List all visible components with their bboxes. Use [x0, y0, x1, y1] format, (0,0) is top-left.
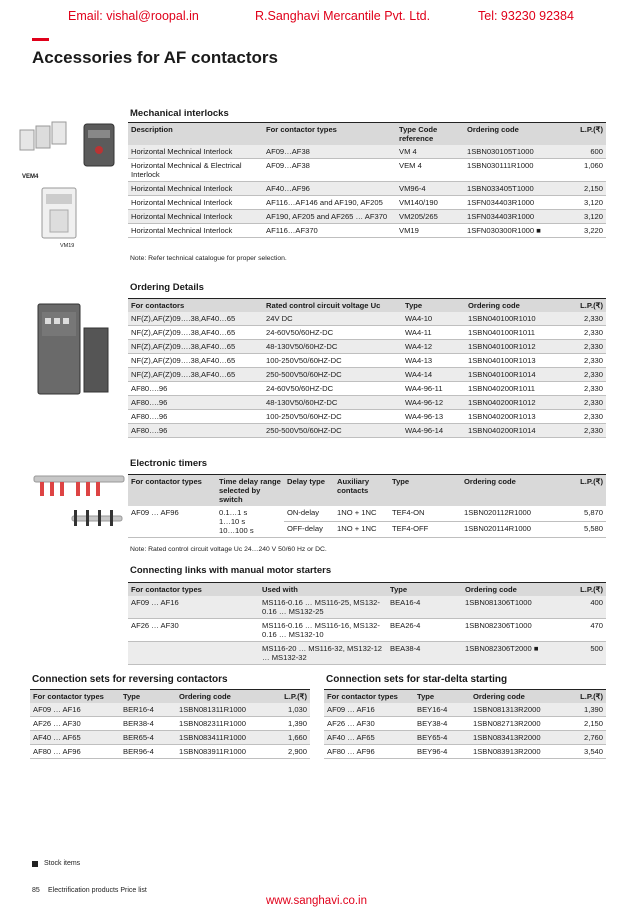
table-row — [128, 340, 606, 354]
table-cell: AF26 … AF30 — [30, 717, 120, 731]
header-company: R.Sanghavi Mercantile Pvt. Ltd. — [255, 9, 431, 23]
table-cell: 600 — [550, 145, 606, 159]
table-cell: 2,760 — [562, 731, 606, 745]
section-title-reversing: Connection sets for reversing contactors — [32, 674, 228, 685]
column-header: L.P.(₹) — [266, 690, 310, 704]
table-cell: 0.1…1 s 1…10 s 10…100 s — [216, 506, 284, 538]
table-cell: 1SBN040200R1013 — [465, 410, 551, 424]
table-cell: 250-500V50/60HZ-DC — [263, 368, 402, 382]
column-header: Auxiliary contacts — [334, 475, 389, 507]
table-cell: 1SBN083913R2000 — [470, 745, 562, 759]
table-row — [128, 354, 606, 368]
table-cell: OFF-delay — [284, 521, 334, 537]
table-cell: 1SBN040100R1012 — [465, 340, 551, 354]
table-cell: 1SBN040200R1011 — [465, 382, 551, 396]
table-cell: AF40 … AF65 — [30, 731, 120, 745]
table-cell: 1,030 — [266, 703, 310, 717]
section-title-links: Connecting links with manual motor starters — [130, 565, 332, 576]
table-cell: BEA26-4 — [387, 619, 462, 642]
table-cell: WA4-10 — [402, 312, 465, 326]
column-header: Ordering code — [461, 475, 556, 507]
column-header: Time delay range selected by switch — [216, 475, 284, 507]
table-cell: BEY96-4 — [414, 745, 470, 759]
table-cell: 1SBN020112R1000 — [461, 506, 556, 521]
column-header: Description — [128, 123, 263, 146]
section-title-mechanical: Mechanical interlocks — [130, 108, 229, 119]
table-row — [324, 717, 606, 731]
column-header: For contactor types — [128, 475, 216, 507]
column-header: For contactors — [128, 299, 263, 313]
website-link[interactable]: www.sanghavi.co.in — [266, 895, 367, 907]
table-row — [128, 596, 606, 619]
table-cell: VM96-4 — [396, 182, 464, 196]
table-cell: 1SBN081306T1000 — [462, 596, 557, 619]
table-row — [128, 368, 606, 382]
table-cell: AF80 … AF96 — [324, 745, 414, 759]
table-cell: AF09 … AF16 — [30, 703, 120, 717]
column-header: Type — [387, 583, 462, 597]
column-header: Delay type — [284, 475, 334, 507]
section-title-ordering: Ordering Details — [130, 282, 204, 293]
table-cell: 3,120 — [550, 210, 606, 224]
column-header: Type — [414, 690, 470, 704]
table-cell: 1,390 — [266, 717, 310, 731]
table-cell: AF190, AF205 and AF265 … AF370 — [263, 210, 396, 224]
table-cell: VM 4 — [396, 145, 464, 159]
table-cell: 2,330 — [551, 326, 606, 340]
vm19-interlock-image — [22, 186, 112, 242]
table-cell: AF40…AF96 — [263, 182, 396, 196]
electronic-timers-table — [128, 474, 606, 538]
table-cell: 1SBN040100R1014 — [465, 368, 551, 382]
table-cell: 1SBN082306T1000 — [462, 619, 557, 642]
table-row — [324, 745, 606, 759]
table-row — [128, 224, 606, 238]
section-title-stardelta: Connection sets for star-delta starting — [326, 674, 508, 685]
table-row — [128, 326, 606, 340]
column-header: Rated control circuit voltage Uc — [263, 299, 402, 313]
stock-bullet-icon — [32, 861, 38, 867]
column-header: L.P.(₹) — [550, 123, 606, 146]
table-cell: 1SBN082306T2000 ■ — [462, 642, 557, 665]
table-row — [30, 703, 310, 717]
table-cell: AF40 … AF65 — [324, 731, 414, 745]
column-header: For contactor types — [324, 690, 414, 704]
table-cell: VM205/265 — [396, 210, 464, 224]
table-cell: ON-delay — [284, 506, 334, 521]
table-cell — [128, 642, 259, 665]
table-row — [128, 424, 606, 438]
table-cell: 1SBN081311R1000 — [176, 703, 266, 717]
table-cell: Horizontal Mechnical Interlock — [128, 182, 263, 196]
table-cell: MS116-0.16 … MS116-16, MS132-0.16 … MS132-10 — [259, 619, 387, 642]
reversing-sets-table — [30, 689, 310, 759]
header-email: Email: vishal@roopal.in — [68, 9, 199, 23]
page-number: 85 — [32, 887, 40, 894]
table-cell: 1SBN040200R1014 — [465, 424, 551, 438]
table-cell: 100-250V50/60HZ-DC — [263, 410, 402, 424]
table-row — [128, 410, 606, 424]
table-cell: 24V DC — [263, 312, 402, 326]
table-cell: WA4-96-13 — [402, 410, 465, 424]
table-cell: NF(Z),AF(Z)09….38,AF40…65 — [128, 340, 263, 354]
table-cell: BEA38-4 — [387, 642, 462, 665]
table-cell: 48-130V50/60HZ-DC — [263, 340, 402, 354]
table-cell: TEF4-ON — [389, 506, 461, 521]
table-cell: 1SBN083411R1000 — [176, 731, 266, 745]
table-cell: 1SBN030105T1000 — [464, 145, 550, 159]
auxiliary-block-image — [30, 302, 116, 402]
table-cell: Horizontal Mechnical & Electrical Interlock — [128, 159, 263, 182]
table-cell: MS116-20 … MS116-32, MS132-12 … MS132-32 — [259, 642, 387, 665]
table-cell: NF(Z),AF(Z)09….38,AF40…65 — [128, 312, 263, 326]
table-cell: 470 — [557, 619, 606, 642]
table-cell: 2,150 — [550, 182, 606, 196]
table-row — [128, 196, 606, 210]
table-row — [128, 210, 606, 224]
connecting-links-table — [128, 582, 606, 665]
table-cell: 1SBN040100R1013 — [465, 354, 551, 368]
table-cell: Horizontal Mechnical Interlock — [128, 145, 263, 159]
table-cell: 24-60V50/60HZ-DC — [263, 382, 402, 396]
column-header: Type — [120, 690, 176, 704]
table-cell: WA4-96-14 — [402, 424, 465, 438]
table-cell: MS116-0.16 … MS116-25, MS132-0.16 … MS132-25 — [259, 596, 387, 619]
mechanical-interlocks-table — [128, 122, 606, 238]
table-cell: 1SBN033405T1000 — [464, 182, 550, 196]
table-cell: 2,330 — [551, 424, 606, 438]
table-cell: 500 — [557, 642, 606, 665]
table-cell: VM19 — [396, 224, 464, 238]
table-row — [30, 745, 310, 759]
table-cell: WA4-96-12 — [402, 396, 465, 410]
table-cell: 1,390 — [562, 703, 606, 717]
table-cell: BEY16-4 — [414, 703, 470, 717]
column-header: L.P.(₹) — [551, 299, 606, 313]
table-cell: 48-130V50/60HZ-DC — [263, 396, 402, 410]
table-cell: 400 — [557, 596, 606, 619]
table-cell: 1NO + 1NC — [334, 506, 389, 521]
table-cell: TEF4-OFF — [389, 521, 461, 537]
column-header: Ordering code — [470, 690, 562, 704]
table-cell: 1SBN030111R1000 — [464, 159, 550, 182]
table-cell: AF80….96 — [128, 382, 263, 396]
table-row — [128, 506, 606, 521]
table-cell: WA4-12 — [402, 340, 465, 354]
table-cell: BER96-4 — [120, 745, 176, 759]
section-title-timers: Electronic timers — [130, 458, 208, 469]
table-cell: 1SFN034403R1000 — [464, 196, 550, 210]
column-header: Type — [402, 299, 465, 313]
column-header: L.P.(₹) — [557, 583, 606, 597]
table-cell: 1SBN082713R2000 — [470, 717, 562, 731]
table-cell: 250-500V50/60HZ-DC — [263, 424, 402, 438]
table-cell: AF80….96 — [128, 396, 263, 410]
mechanical-note: Note: Refer technical catalogue for proper selection. — [130, 255, 287, 262]
table-cell: 100-250V50/60HZ-DC — [263, 354, 402, 368]
accent-bar — [32, 38, 49, 41]
image-label-vem4: VEM4 — [22, 174, 39, 180]
table-cell: 24-60V50/60HZ-DC — [263, 326, 402, 340]
table-cell: WA4-13 — [402, 354, 465, 368]
table-cell: BEA16-4 — [387, 596, 462, 619]
table-cell: AF09…AF38 — [263, 145, 396, 159]
column-header: For contactor types — [30, 690, 120, 704]
table-cell: Horizontal Mechnical Interlock — [128, 196, 263, 210]
table-cell: Horizontal Mechnical Interlock — [128, 224, 263, 238]
table-cell: 2,330 — [551, 312, 606, 326]
table-cell: 3,540 — [562, 745, 606, 759]
table-cell: AF116…AF370 — [263, 224, 396, 238]
header-tel: Tel: 93230 92384 — [478, 9, 574, 23]
table-row — [128, 382, 606, 396]
table-cell: BER16-4 — [120, 703, 176, 717]
table-cell: 1SBN083413R2000 — [470, 731, 562, 745]
column-header: Used with — [259, 583, 387, 597]
table-cell: BEY65-4 — [414, 731, 470, 745]
table-cell: WA4-14 — [402, 368, 465, 382]
table-row — [30, 717, 310, 731]
table-cell: BER38-4 — [120, 717, 176, 731]
column-header: Ordering code — [462, 583, 557, 597]
table-cell: 1SBN020114R1000 — [461, 521, 556, 537]
table-cell: 5,580 — [556, 521, 606, 537]
table-cell: AF80….96 — [128, 410, 263, 424]
table-cell: 3,220 — [550, 224, 606, 238]
table-cell: 2,330 — [551, 340, 606, 354]
table-row — [128, 159, 606, 182]
page-title: Accessories for AF contactors — [32, 48, 278, 67]
table-cell: 1SBN082311R1000 — [176, 717, 266, 731]
table-cell: 1SFN034403R1000 — [464, 210, 550, 224]
table-row — [324, 731, 606, 745]
timers-note: Note: Rated control circuit voltage Uc 24…240 V 50/60 Hz or DC. — [130, 546, 327, 553]
column-header: Ordering code — [465, 299, 551, 313]
table-cell: AF09 … AF16 — [128, 596, 259, 619]
table-cell: BEY38-4 — [414, 717, 470, 731]
table-cell: 1SBN081313R2000 — [470, 703, 562, 717]
table-cell: AF09…AF38 — [263, 159, 396, 182]
table-cell: 1SBN040100R1010 — [465, 312, 551, 326]
table-cell: WA4-11 — [402, 326, 465, 340]
column-header: Ordering code — [176, 690, 266, 704]
table-cell: 2,900 — [266, 745, 310, 759]
table-cell: 1SBN083911R1000 — [176, 745, 266, 759]
table-cell: AF26 … AF30 — [128, 619, 259, 642]
table-cell: 2,330 — [551, 410, 606, 424]
stardelta-sets-table — [324, 689, 606, 759]
column-header: For contactor types — [263, 123, 396, 146]
footer-label: Electrification products Price list — [48, 887, 147, 894]
table-row — [128, 312, 606, 326]
table-cell: AF80 … AF96 — [30, 745, 120, 759]
connecting-link-image — [30, 458, 130, 538]
table-cell: 1SBN040200R1012 — [465, 396, 551, 410]
table-row — [128, 642, 606, 665]
table-cell: VEM 4 — [396, 159, 464, 182]
table-cell: 2,330 — [551, 368, 606, 382]
table-cell: AF80….96 — [128, 424, 263, 438]
table-cell: AF09 … AF16 — [324, 703, 414, 717]
table-cell: 5,870 — [556, 506, 606, 521]
table-cell: 2,330 — [551, 354, 606, 368]
table-cell: AF26 … AF30 — [324, 717, 414, 731]
table-cell: 1SBN040100R1011 — [465, 326, 551, 340]
column-header: For contactor types — [128, 583, 259, 597]
ordering-details-table — [128, 298, 606, 438]
column-header: Type Code reference — [396, 123, 464, 146]
table-cell: 2,150 — [562, 717, 606, 731]
table-cell: 2,330 — [551, 382, 606, 396]
table-row — [324, 703, 606, 717]
table-cell: AF09 … AF96 — [128, 506, 216, 538]
table-row — [128, 182, 606, 196]
table-cell: Horizontal Mechnical Interlock — [128, 210, 263, 224]
column-header: L.P.(₹) — [562, 690, 606, 704]
table-cell: 1,660 — [266, 731, 310, 745]
image-label-vm19: VM19 — [60, 243, 75, 249]
mechanical-interlock-image — [18, 118, 118, 174]
table-cell: AF116…AF146 and AF190, AF205 — [263, 196, 396, 210]
stock-legend: Stock items — [44, 860, 81, 867]
table-cell: 1SFN030300R1000 ■ — [464, 224, 550, 238]
table-row — [30, 731, 310, 745]
table-cell: NF(Z),AF(Z)09….38,AF40…65 — [128, 368, 263, 382]
table-row — [128, 619, 606, 642]
table-row — [128, 145, 606, 159]
table-cell: WA4-96-11 — [402, 382, 465, 396]
table-cell: 3,120 — [550, 196, 606, 210]
table-cell: BER65-4 — [120, 731, 176, 745]
table-cell: NF(Z),AF(Z)09….38,AF40…65 — [128, 354, 263, 368]
column-header: Ordering code — [464, 123, 550, 146]
table-row — [128, 396, 606, 410]
column-header: L.P.(₹) — [556, 475, 606, 507]
table-cell: VM140/190 — [396, 196, 464, 210]
table-cell: 2,330 — [551, 396, 606, 410]
column-header: Type — [389, 475, 461, 507]
table-cell: NF(Z),AF(Z)09….38,AF40…65 — [128, 326, 263, 340]
table-cell: 1,060 — [550, 159, 606, 182]
table-cell: 1NO + 1NC — [334, 521, 389, 537]
